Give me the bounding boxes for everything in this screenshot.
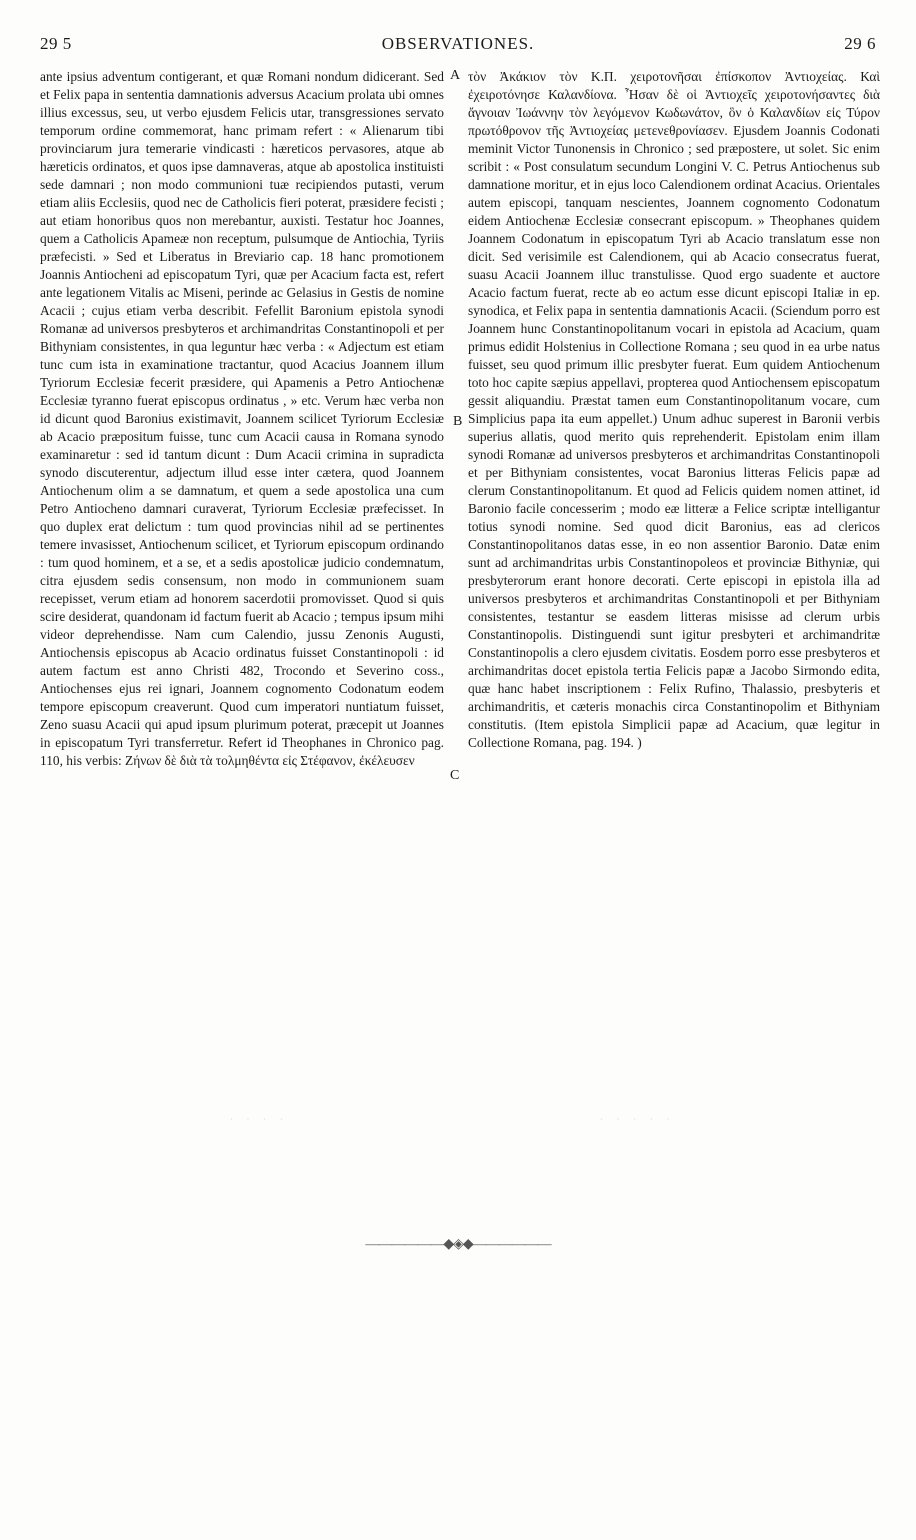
running-title: OBSERVATIONES. xyxy=(381,34,535,53)
margin-marker-c: C xyxy=(450,768,460,783)
end-ornament: ——————◆◈◆—————— xyxy=(365,1237,551,1252)
left-text-column xyxy=(40,68,444,770)
margin-marker-b: B xyxy=(453,414,463,429)
scan-specks: · · · · · xyxy=(600,1115,676,1124)
margin-marker-a: A xyxy=(450,68,461,83)
right-column-text: τὸν Ἀκάκιον τὸν Κ.Π. χειροτονῆσαι ἐπίσκοπον Ἀντιοχείας. Καὶ ἐχειροτόνησε Καλανδίονα. Ἦσαν δὲ οἱ Ἀντιοχεῖς χειροτονήσαντες διὰ ἄγνοιαν Ἰωάννην τὸν λεγόμενον Κωδωνάτον, ὃν ὁ Καλανδίων εἰς Τύρον πρωτόθρονον τῆς Ἀντιοχείας μετενεθρονίασεν. Ejusdem Joannis Codonati meminit Victor Tunonensis in Chronico ; sed præpostere, ut solet. Sic enim scribit : « Post consulatum secundum Longini V. C. Petrus Antiochenus sub damnatione moritur, et in ejus loco Calendionem ordinat Acacius. Orientales autem episcopi, tanquam nescientes, Joannem cognomento Codonatum eidem Antiochenæ Ecclesiæ consecrant episcopum. » Theophanes quidem Joannem Codonatum in episcopatum Tyri ab Acacio translatum esse non dicit. Sed verisimile est Calendionem, qui ab Acacio consecratus fuerat, suasu Acacii Joannem illuc transtulisse. Quod ergo suadente et auctore Acacio factum fuerat, recte ab eo actum esse dicunt episcopi Italiæ in ep. synodica, et Felix papa in sententia damnationis Acacii. (Sciendum porro est Joannem hunc Constantinopolitanum vocari in epistola ad Acacium, quam primus edidit Holstenius in Collectione Romana ; seu quod in ea urbe natus fuisset, seu quod primum illic presbyter fuerat. Eum quidem Antiochenum toto hoc capite sæpius appellavi, propterea quod Antiochensem episcopatum gessit aliquandiu. Præstat tamen eum Constantinopolitanum vocare, cum Simplicius papa ita eum appellet.) Unum adhuc superest in Baronii verbis superius allatis, quod merito quis reprehenderit. Epistolam enim illam synodi Romanæ ad universos presbyteros et archimandritas Constantinopoli et per Bithyniam consistentes, vocat Baronius litteras Felicis papæ ad clerum Constantinopolitanum. Et quod ad Felicis quidem nomen attinet, id Baronio facile concesserim ; modo eæ litteræ a Felice scriptæ intelligantur totius synodi nomine. Sed quod dicit Baronius, eas ad clericos Constantinopolitanos datas esse, in eo non assentior Baronio. Datæ enim sunt ad archimandritas urbis Constantinopoleos et provinciæ Bithyniæ, qui presbyterorum erant honore decorati. Certe episcopi in epistola illa ad universos presbyteros et archimandritas Constantinopoli et per Bithyniam consistentes, testantur se easdem litteras misisse ad clerum urbis Constantinopolis. Distinguendi sunt igitur presbyteri et archimandritæ Constantinopolis a clero ejusdem civitatis. Eosdem porro esse presbyteros et archimandritas docet epistola tertia Felicis papæ a Jacobo Sirmondo edita, quæ hanc habet inscriptionem : Felix Rufino, Thalassio, presbyteris et archimandritis, et cæteris monachis circa Constantinopolim et Bithyniam constitutis. (Item epistola Simplicii papæ ad Acacium, quæ legitur in Collectione Romana, pag. 194. ) xyxy=(468,69,880,750)
page-number-right: 29 6 xyxy=(844,34,876,53)
scan-specks: · · · · xyxy=(230,1115,289,1124)
right-text-column xyxy=(468,68,880,752)
left-column-text: ante ipsius adventum contigerant, et quæ Romani nondum didicerant. Sed et Felix papa in sententia damnationis adversus Acacium prolata ubi omnes illius excessus, seu, ut verbo ejusdem Felicis utar, transgressiones servato temporum ordine commemorat, hanc primam refert : « Alienarum tibi provinciarum jura temerarie vindicasti : hæreticos pervasores, atque ab hæreticis ordinatos, et quos ipse damnaveras, atque ab apostolica instituisti sede damnari ; non modo communioni tuæ recipiendos putasti, verum etiam aliis Ecclesiis, quod nec de Catholicis fieri poterat, præsidere fecisti ; aut etiam honoribus quos non merebantur, auxisti. Testatur hoc Joannes, quem a Catholicis Apameæ non receptum, pulsumque de Antiochia, Tyriis præfecisti. » Sed et Liberatus in Breviario cap. 18 hanc promotionem Joannis Antiocheni ad episcopatum Tyri, quæ per Acacium facta est, refert ante legationem Vitalis ac Miseni, perinde ac Gelasius in Gestis de nomine Acacii ; cujus etiam verba describit. Fefellit Baronium epistola synodi Romanæ ad universos presbyteros et archimandritas Constantinopoli et per Bithyniam consistentes, in qua leguntur hæc verba : « Adjectum est etiam tunc cum ista in examinatione tractantur, quod Acacius Joannem illum Tyriorum Ecclesiæ fecerit præsidere, qui Apamenis a Petro Antiochenæ Ecclesiæ tyranno fuerat episcopus ordinatus , » etc. Verum hæc verba non id dicunt quod Baronius existimavit, Joannem scilicet Tyriorum Ecclesiæ ab Acacio præpositum fuisse, tunc cum Acacii causa in Romana synodo examinaretur : sed id tantum dicunt : Dum Acacii crimina in supradicta synodo discuterentur, adjectum illud esse inter cætera, quod Joannem Antiochenum olim a se damnatum, et quem a sede apostolica una cum Petro Antiocheno damnari curaverat, Tyriorum Ecclesiæ præfecisset. In quo duplex erat delictum : tum quod provincias nihil ad se pertinentes temere invasisset, Antiochenum scilicet, et Tyriorum episcopum ordinando : tum quod hominem, et a se, et a sedis apostolicæ judicio condemnatum, citra ejusdem sedis consensum, non modo in communionem suam recepisset, verum etiam ad honorem sacerdotii promovisset. Quod si quis scire desiderat, quandonam id factum fuerit ab Acacio ; tempus ipsum mihi videor deprehendisse. Nam cum Calendio, jussu Zenonis Augusti, Antiochensis episcopus ab Acacio ordinatus fuisset Constantinopoli : id autem factum est anno Christi 482, Trocondo et Severino coss., Antiochenses ejus rei ignari, Joannem cognomento Codonatum eodem tempore episcopum creaverunt. Quod cum imperatori nuntiatum fuisset, Zeno suasu Acacii qui apud ipsum plurimum poterat, præcepit ut Joannes in episcopatum Tyri transferretur. Refert id Theophanes in Chronico pag. 110, his verbis: Ζήνων δὲ διὰ τὰ τολμηθέντα εἰς Στέφανον, ἐκέλευσεν xyxy=(40,69,444,768)
page-number-left: 29 5 xyxy=(40,34,72,53)
